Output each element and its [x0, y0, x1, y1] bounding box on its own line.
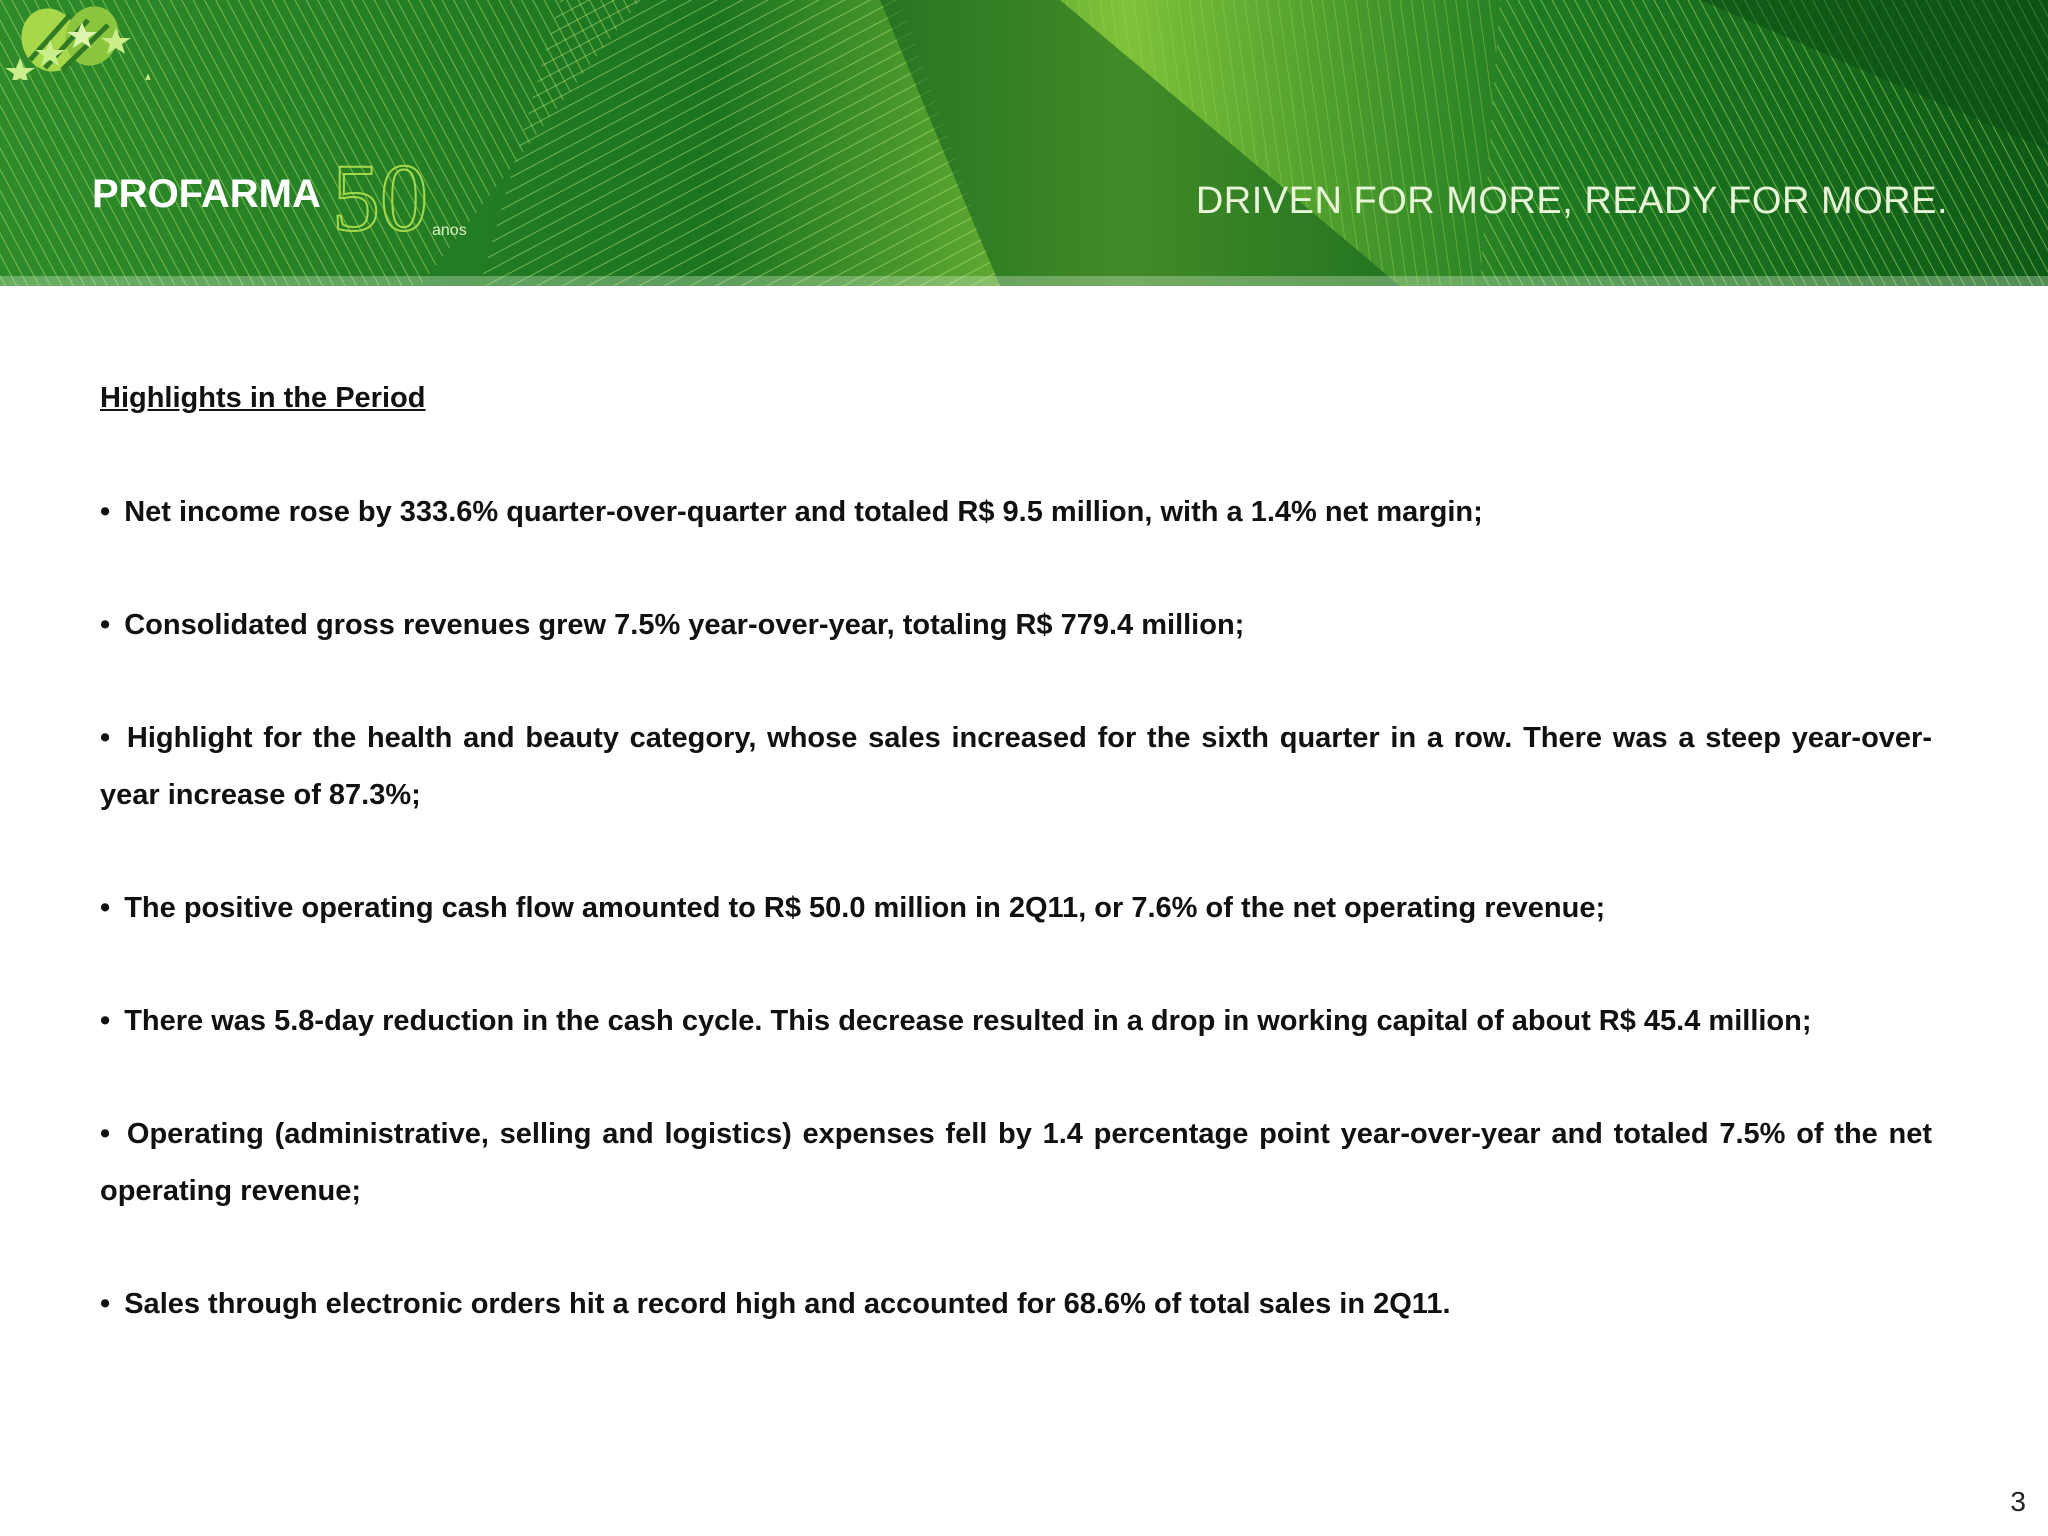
bullet-icon: • — [100, 721, 111, 754]
list-item-text: Highlight for the health and beauty category, whose sales increased for the sixth quarter in a row. There was a steep year-over-year increase of 87.3%; — [100, 721, 1932, 811]
bullet-icon: • — [100, 495, 111, 528]
section-heading: Highlights in the Period — [100, 382, 426, 414]
stars-icon — [0, 0, 160, 80]
list-item — [100, 597, 1932, 654]
bullet-icon: • — [100, 891, 111, 924]
list-item — [100, 1106, 1932, 1220]
list-item-text: Sales through electronic orders hit a record high and accounted for 68.6% of total sales in 2Q11. — [124, 1287, 1451, 1320]
highlights-section — [100, 380, 1932, 1389]
bullet-icon: • — [100, 1287, 111, 1320]
anniversary-label: anos — [432, 222, 467, 239]
list-item-text: The positive operating cash flow amounted to R$ 50.0 million in 2Q11, or 7.6% of the net operating revenue; — [124, 891, 1606, 924]
list-item — [100, 484, 1932, 541]
list-item — [100, 1276, 1932, 1333]
anniversary-number: 50 — [332, 144, 428, 251]
list-item-text: There was 5.8-day reduction in the cash cycle. This decrease resulted in a drop in working capital of about R$ 45.4 million; — [124, 1004, 1812, 1037]
list-item — [100, 710, 1932, 824]
list-item — [100, 993, 1932, 1050]
list-item-text: Net income rose by 333.6% quarter-over-quarter and totaled R$ 9.5 million, with a 1.4% net margin; — [124, 495, 1483, 528]
header-banner — [0, 0, 2048, 286]
bullet-icon: • — [100, 1117, 111, 1150]
list-item — [100, 880, 1932, 937]
brand-name: PROFARMA — [92, 172, 321, 216]
bullet-icon: • — [100, 1004, 111, 1037]
bullet-icon: • — [100, 608, 111, 641]
highlights-list — [100, 484, 1932, 1333]
list-item-text: Operating (administrative, selling and logistics) expenses fell by 1.4 percentage point year-over-year and totaled 7.5% of the net operating revenue; — [100, 1117, 1933, 1207]
page-number: 3 — [2010, 1486, 2026, 1517]
list-item-text: Consolidated gross revenues grew 7.5% year-over-year, totaling R$ 779.4 million; — [124, 608, 1245, 641]
tagline: DRIVEN FOR MORE, READY FOR MORE. — [1195, 180, 1948, 222]
